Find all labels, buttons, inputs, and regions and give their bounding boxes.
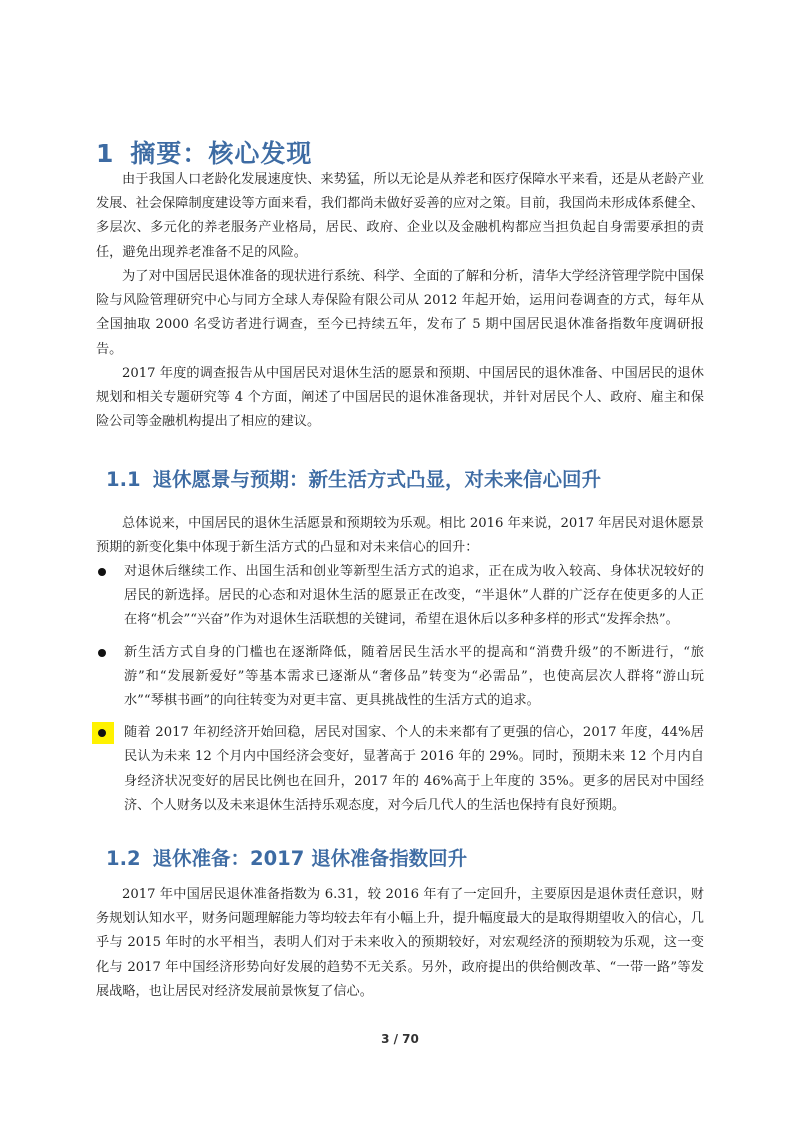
section-1-paragraph-3: 2017 年度的调查报告从中国居民对退休生活的愿景和预期、中国居民的退休准备、中国居民的退休规划和相关专题研究等 4 个方面，阐述了中国居民的退休准备现状，并针对居民个人、政府、雇主和保险公司等金融机构提出了相应的建议。	[96, 366, 704, 430]
list-item	[96, 721, 704, 818]
section-1-1-intro: 总体说来，中国居民的退休生活愿景和预期较为乐观。相比 2016 年来说，2017 年居民对退休愿景预期的新变化集中体现于新生活方式的凸显和对未来信心的回升：	[96, 516, 704, 556]
list-item	[96, 560, 704, 633]
section-1-2-number: 1.2	[106, 847, 141, 870]
section-1-1-number: 1.1	[106, 468, 141, 491]
section-1-1-bullet-list	[96, 560, 704, 818]
section-1-1-title: 退休愿景与预期：新生活方式凸显，对未来信心回升	[152, 468, 602, 491]
section-1-2-paragraph: 2017 年中国居民退休准备指数为 6.31，较 2016 年有了一定回升，主要原因是退休责任意识，财务规划认知水平，财务问题理解能力等均较去年有小幅上升，提升幅度最大的是取得期望收入的信心，几乎与 2015 年时的水平相当，表明人们对于未来收入的预期较好，对宏观经济的预期较为乐观，这一变化与 2017 年中国经济形势向好发展的趋势不无关系。另外，政府提出的供给侧改革、“一带一路”等发展战略，也让居民对经济发展前景恢复了信心。	[96, 887, 704, 999]
section-1-2-title: 退休准备：2017 退休准备指数回升	[152, 847, 468, 870]
bullet-text: 对退休后继续工作、出国生活和创业等新型生活方式的追求，正在成为收入较高、身体状况较好的居民的新选择。居民的心态和对退休生活的愿景正在改变，“半退休”人群的广泛存在使更多的人正在将“机会”“兴奋”作为对退休生活联想的关键词，希望在退休后以多种多样的形式“发挥余热”。	[124, 564, 704, 628]
section-1-1-heading	[106, 464, 601, 492]
section-1-title: 摘要：核心发现	[130, 139, 313, 168]
section-1-2-heading	[106, 843, 467, 871]
page-number: 3 / 70	[381, 1032, 419, 1046]
section-1-paragraph-1: 由于我国人口老龄化发展速度快、来势猛，所以无论是从养老和医疗保障水平来看，还是从老龄产业发展、社会保障制度建设等方面来看，我们都尚未做好妥善的应对之策。目前，我国尚未形成体系健全、多层次、多元化的养老服务产业格局，居民、政府、企业以及金融机构都应当担负起自身需要承担的责任，避免出现养老准备不足的风险。	[96, 172, 704, 260]
bullet-dot-icon	[98, 568, 106, 576]
section-1-number: 1	[96, 139, 115, 168]
bullet-text: 随着 2017 年初经济开始回稳，居民对国家、个人的未来都有了更强的信心，2017 年度，44%居民认为未来 12 个月内中国经济会变好，显著高于 2016 年的 29%。同时，预期未来 12 个月内自身经济状况变好的居民比例也在回升，2017 年的 46%高于上年度的 35%。更多的居民对中国经济、个人财务以及未来退休生活持乐观态度，对今后几代人的生活也保持有良好预期。	[124, 725, 704, 813]
section-1-paragraph-2: 为了对中国居民退休准备的现状进行系统、科学、全面的了解和分析，清华大学经济管理学院中国保险与风险管理研究中心与同方全球人寿保险有限公司从 2012 年起开始，运用问卷调查的方式，每年从全国抽取 2000 名受访者进行调查，至今已持续五年，发布了 5 期中国居民退休准备指数年度调研报告。	[96, 269, 704, 357]
bullet-dot-icon	[98, 649, 106, 657]
list-item	[96, 641, 704, 714]
bullet-text: 新生活方式自身的门槛也在逐渐降低，随着居民生活水平的提高和“消费升级”的不断进行，“旅游”和“发展新爱好”等基本需求已逐渐从“奢侈品”转变为“必需品”，也使高层次人群将“游山玩水”“琴棋书画”的向往转变为对更丰富、更具挑战性的生活方式的追求。	[124, 644, 704, 709]
section-1-heading	[96, 134, 312, 170]
